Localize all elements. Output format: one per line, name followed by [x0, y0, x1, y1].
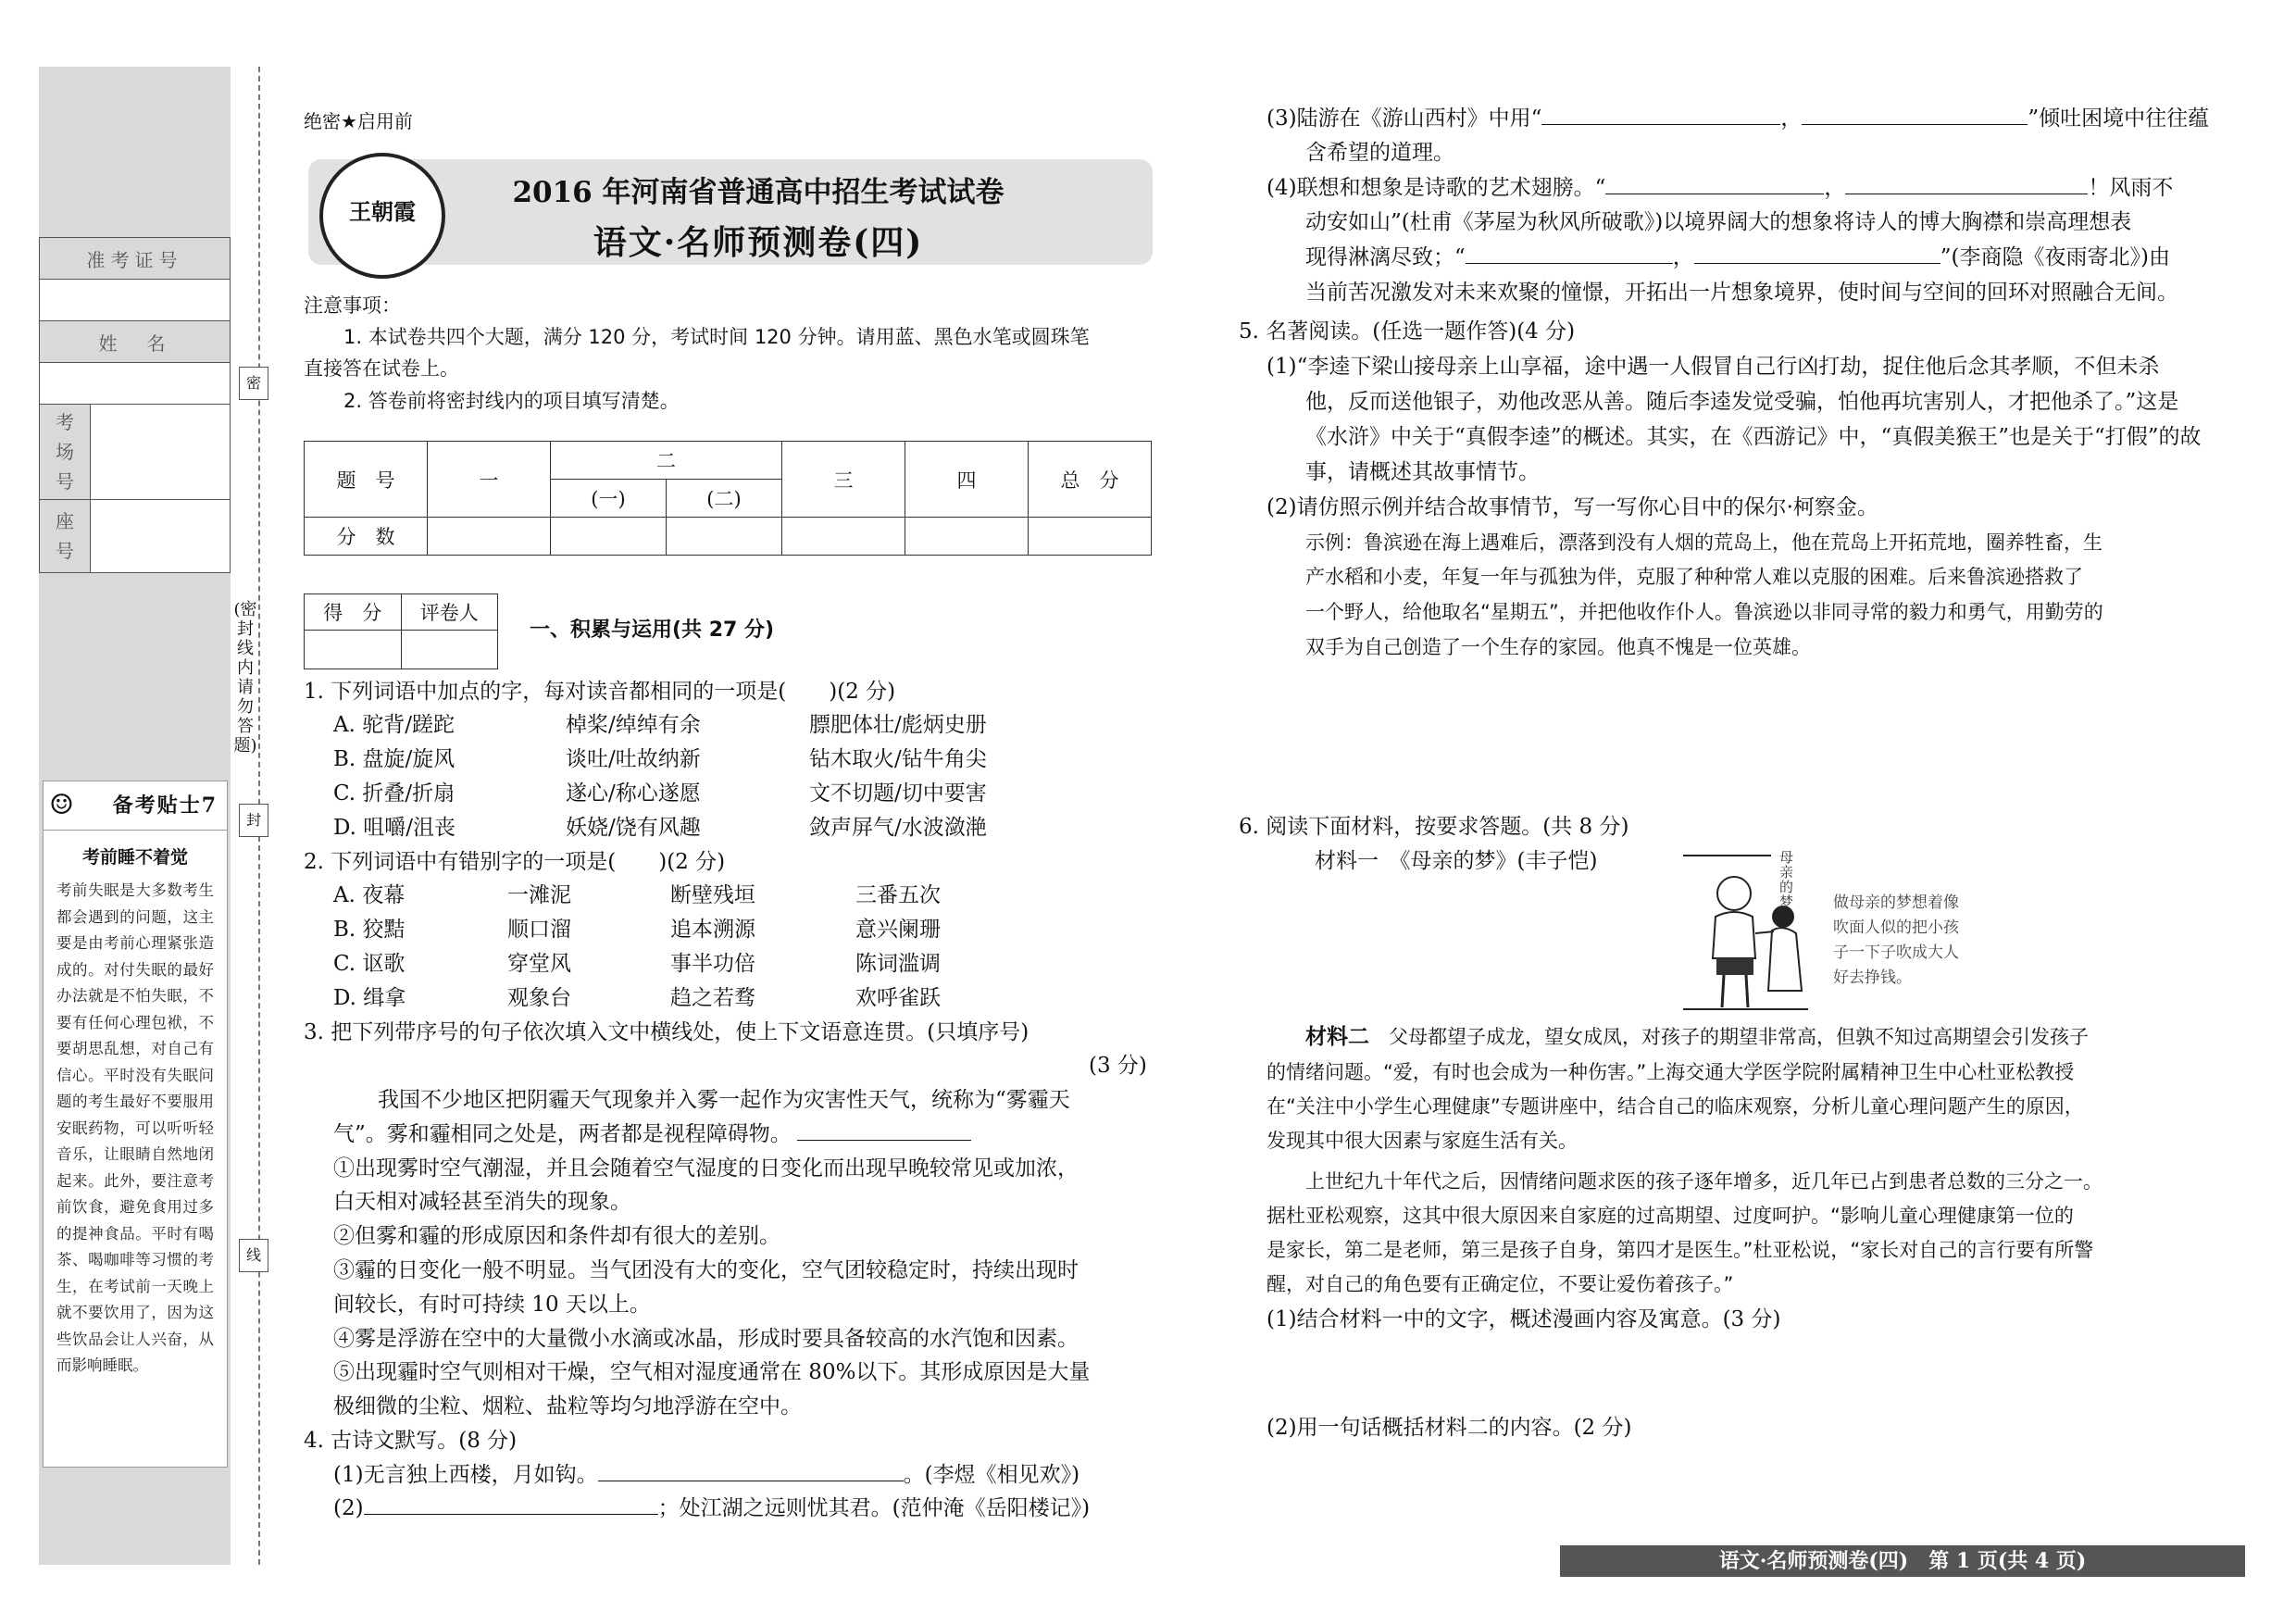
q4-blank-2[interactable] — [364, 1495, 658, 1515]
secret-label: 绝密★启用前 — [304, 110, 413, 132]
q1-opt-a1: A. 驼背/蹉跎 — [333, 713, 455, 737]
cartoon-title: 母亲的梦 — [1779, 849, 1794, 910]
q2-opt-b1: B. 狡黠 — [333, 918, 406, 942]
q3-s5b: 极细微的尘粒、烟粒、盐粒等均匀地浮游在空中。 — [333, 1394, 802, 1418]
q6-m2-line-h: 醒，对自己的角色要有正确定位，不要让爱伤着孩子。” — [1267, 1273, 1734, 1295]
cartoon-caption-4: 好去挣钱。 — [1833, 968, 1912, 987]
name-field[interactable] — [40, 363, 231, 405]
q5-stem: 5. 名著阅读。(任选一题作答)(4 分) — [1239, 319, 1576, 344]
score-header-3: 三 — [782, 442, 905, 518]
q3-answer-blank[interactable] — [797, 1121, 971, 1141]
score-cell[interactable] — [1029, 518, 1152, 556]
q3-s4: ④雾是浮游在空中的大量微小水滴或冰晶，形成时要具备较高的水汽饱和因素。 — [333, 1327, 1079, 1351]
q4-line-4e: 现得淋漓尽致；“ ， ”(李商隐《夜雨寄北》)由 — [1305, 245, 2170, 269]
q5-p1a: (1)“李逵下梁山接母亲上山享福，途中遇一人假冒自己行凶打劫，捉住他后念其孝顺，不但未杀 — [1267, 355, 2160, 379]
q4-line-3: (3)陆游在《游山西村》中用“ ， ”倾吐困境中往往蕴 — [1267, 106, 2210, 131]
q6-m2-line-b: 的情绪问题。“爱，有时也会成为一种伤害。”上海交通大学医学院附属精神卫生中心杜亚松教授 — [1267, 1061, 2075, 1083]
q1-opt-d3: 敛声屏气/水波潋滟 — [809, 816, 987, 840]
exam-id-field[interactable] — [40, 280, 231, 321]
q6-m2-line-e: 上世纪九十年代之后，因情绪问题求医的孩子逐年增多，近几年已占到患者总数的三分之一。 — [1305, 1170, 2103, 1193]
q3-s1b: 白天相对减轻甚至消失的现象。 — [333, 1190, 631, 1214]
notes-item-1b: 直接答在试卷上。 — [304, 357, 459, 380]
seat-field[interactable] — [91, 500, 231, 573]
q4-blank-3a[interactable] — [1541, 106, 1780, 125]
score-cell[interactable] — [428, 518, 551, 556]
page-footer: 语文·名师预测卷(四) 第 1 页(共 4 页) — [1560, 1545, 2245, 1577]
q2-opt-b3: 追本溯源 — [670, 918, 755, 942]
score-cell[interactable] — [667, 518, 782, 556]
q6-m2-line-c: 在“关注中小学生心理健康”专题讲座中，结合自己的临床观察，分析儿童心理问题产生的原因， — [1267, 1095, 2084, 1118]
notes-item-2: 2. 答卷前将密封线内的项目填写清楚。 — [343, 390, 680, 412]
q1-opt-d1: D. 咀嚼/沮丧 — [333, 816, 455, 840]
cartoon-caption-2: 吹面人似的把小孩 — [1833, 918, 1959, 937]
q4-line-2: (2) ；处江湖之远则忧其君。(范仲淹《岳阳楼记》) — [333, 1496, 1091, 1520]
score-header-4: 四 — [905, 442, 1029, 518]
q3-stem: 3. 把下列带序号的句子依次填入文中横线处，使上下文语意连贯。(只填序号) — [304, 1020, 1029, 1044]
q4-line-3d: 含希望的道理。 — [1305, 141, 1454, 165]
score-cell[interactable] — [782, 518, 905, 556]
section-1-heading: 一、积累与运用(共 27 分) — [530, 619, 775, 642]
q2-opt-c2: 穿堂风 — [507, 952, 571, 976]
q4-line-4h: 当前苦况激发对未来欢聚的憧憬，开拓出一片想象境界，使时间与空间的回环对照融合无间。 — [1305, 281, 2178, 305]
q1-opt-c1: C. 折叠/折扇 — [333, 781, 455, 806]
q1-stem: 1. 下列词语中加点的字，每对读音都相同的一项是( )(2 分) — [304, 680, 896, 704]
score-header-2: 二 — [551, 442, 782, 480]
q4-blank-4c[interactable] — [1466, 244, 1673, 264]
q3-points: (3 分) — [1089, 1054, 1147, 1078]
tip-title: 考前睡不着觉 — [81, 847, 188, 868]
publisher-logo: 王朝霞 — [319, 153, 445, 279]
q1-opt-b1: B. 盘旋/旋风 — [333, 747, 455, 771]
q6-sub-1: (1)结合材料一中的文字，概述漫画内容及寓意。(3 分) — [1267, 1307, 1781, 1331]
q5-p1c: 《水浒》中关于“真假李逵”的概述。其实，在《西游记》中，“真假美猴王”也是关于“打假”的故 — [1305, 425, 2202, 449]
seat-label: 座号 — [40, 500, 91, 573]
score-header-total: 总 分 — [1029, 442, 1152, 518]
q2-opt-b2: 顺口溜 — [507, 918, 571, 942]
score-header-2a: (一) — [551, 480, 667, 518]
q2-stem: 2. 下列词语中有错别字的一项是( )(2 分) — [304, 850, 726, 874]
q3-s3b: 间较长，有时可持续 10 天以上。 — [333, 1293, 651, 1317]
q3-s2: ②但雾和霾的形成原因和条件却有很大的差别。 — [333, 1224, 780, 1248]
grader-person-cell[interactable] — [401, 631, 498, 669]
q2-opt-a3: 断壁残垣 — [670, 883, 755, 907]
q2-opt-a1: A. 夜幕 — [333, 883, 406, 907]
q4-blank-1[interactable] — [598, 1462, 904, 1481]
score-cell[interactable] — [551, 518, 667, 556]
q6-m2-line-f: 据杜亚松观察，这其中很大原因来自家庭的过高期望、过度呵护。“影响儿童心理健康第一位的 — [1267, 1205, 2074, 1227]
q2-opt-a4: 三番五次 — [855, 883, 941, 907]
score-header-num: 题 号 — [305, 442, 428, 518]
q5-p1b: 他，反而送他银子，劝他改恶从善。随后李逵发觉受骗，怕他再坑害别人，才把他杀了。”这是 — [1305, 390, 2179, 414]
q6-material-1: 材料一 《母亲的梦》(丰子恺) — [1315, 849, 1598, 873]
seal-note: (密封线内请勿答题) — [233, 600, 257, 756]
seal-mark-mi: 密 — [239, 367, 268, 400]
q6-answer-area-2[interactable] — [1267, 1446, 2248, 1530]
q2-opt-d3: 趋之若骛 — [670, 986, 755, 1010]
q5-example-1: 示例：鲁滨逊在海上遇难后，漂落到没有人烟的荒岛上，他在荒岛上开拓荒地，圈养牲畜，生 — [1305, 531, 2103, 554]
q4-line-4: (4)联想和想象是诗歌的艺术翅膀。“ ， ！风雨不 — [1267, 176, 2174, 200]
q6-stem: 6. 阅读下面材料，按要求答题。(共 8 分) — [1239, 815, 1629, 839]
q4-line-4d: 动安如山”(杜甫《茅屋为秋风所破歌》)以境界阔大的想象将诗人的博大胸襟和崇高理想表 — [1305, 210, 2132, 234]
q1-opt-d2: 妖娆/饶有风趣 — [566, 816, 701, 840]
q5-p2: (2)请仿照示例并结合故事情节，写一写你心目中的保尔·柯察金。 — [1267, 495, 1878, 519]
grader-table — [304, 594, 498, 669]
q3-s1a: ①出现雾时空气潮湿，并且会随着空气湿度的日变化而出现早晚较常见或加浓， — [333, 1156, 1079, 1181]
notes-item-1a: 1. 本试卷共四个大题，满分 120 分，考试时间 120 分钟。请用蓝、黑色水笔或圆珠笔 — [343, 326, 1090, 348]
q6-m2-line-a: 材料二 父母都望子成龙，望女成凤，对孩子的期望非常高，但孰不知过高期望会引发孩子 — [1305, 1024, 2089, 1049]
q2-opt-c3: 事半功倍 — [670, 952, 755, 976]
q1-opt-c3: 文不切题/切中要害 — [809, 781, 987, 806]
cartoon-caption-1: 做母亲的梦想着像 — [1833, 893, 1959, 912]
q1-opt-a3: 膘肥体壮/彪炳史册 — [809, 713, 987, 737]
q3-para-2: 气”。雾和霾相同之处是，两者都是视程障碍物。 — [333, 1121, 971, 1147]
q4-blank-4b[interactable] — [1845, 175, 2088, 194]
q4-blank-4d[interactable] — [1694, 244, 1940, 264]
q4-blank-3b[interactable] — [1802, 106, 2028, 125]
room-field[interactable] — [91, 405, 231, 500]
q1-opt-b2: 谈吐/吐故纳新 — [566, 747, 701, 771]
grader-score-cell[interactable] — [305, 631, 402, 669]
q3-para-1: 我国不少地区把阴霾天气现象并入雾一起作为灾害性天气，统称为“雾霾天 — [378, 1088, 1070, 1112]
score-header-1: 一 — [428, 442, 551, 518]
exam-tip-box — [43, 781, 228, 1468]
score-row-label: 分 数 — [305, 518, 428, 556]
seal-mark-xian: 线 — [239, 1239, 268, 1272]
score-cell[interactable] — [905, 518, 1029, 556]
name-label: 姓 名 — [40, 321, 231, 363]
q2-opt-c1: C. 讴歌 — [333, 952, 406, 976]
q2-opt-a2: 一滩泥 — [507, 883, 571, 907]
q1-opt-a2: 棹桨/绰绰有余 — [566, 713, 701, 737]
seal-mark-feng: 封 — [239, 804, 268, 837]
q1-opt-c2: 遂心/称心遂愿 — [566, 781, 701, 806]
grader-person-label: 评卷人 — [401, 594, 498, 631]
q4-blank-4a[interactable] — [1605, 175, 1824, 194]
q6-answer-area-1[interactable] — [1267, 1338, 2248, 1412]
q4-stem: 4. 古诗文默写。(8 分) — [304, 1429, 518, 1453]
q2-opt-d2: 观象台 — [507, 986, 571, 1010]
grader-score-label: 得 分 — [305, 594, 402, 631]
q6-m2-line-g: 是家长，第二是老师，第三是孩子自身，第四才是医生。”杜亚松说，“家长对自己的言行要有所警 — [1267, 1239, 2094, 1261]
exam-title: 2016 年河南省普通高中招生考试试卷 — [512, 176, 1004, 209]
q2-opt-d1: D. 缉拿 — [333, 986, 406, 1010]
q1-opt-b3: 钻木取火/钻牛角尖 — [809, 747, 987, 771]
q5-p1d: 事，请概述其故事情节。 — [1305, 460, 1540, 484]
exam-id-label: 准考证号 — [40, 238, 231, 280]
q2-opt-b4: 意兴阑珊 — [855, 918, 941, 942]
q5-example-3: 一个野人，给他取名“星期五”，并把他收作仆人。鲁滨逊以非同寻常的毅力和勇气，用勤劳的 — [1305, 601, 2103, 623]
q3-s3a: ③霾的日变化一般不明显。当气团没有大的变化，空气团较稳定时，持续出现时 — [333, 1258, 1079, 1282]
tip-badge: ☺ 备考贴士7 — [44, 781, 227, 831]
room-label: 考场号 — [40, 405, 91, 500]
q6-m2-line-d: 发现其中很大因素与家庭生活有关。 — [1267, 1130, 1578, 1152]
candidate-info-table — [39, 237, 231, 573]
scholar-icon: ☺ — [49, 789, 76, 821]
score-table — [304, 441, 1152, 556]
tip-body: 考前失眠是大多数考生都会遇到的问题，这主要是由考前心理紧张造成的。对付失眠的最好办法就是不怕失眠，不要有任何心理包袱，不要胡思乱想，对自己有信心。平时没有失眠问题的考生最好不要服用安眠药物，可以听听轻音乐，让眼睛自然地闭起来。此外，要注意考前饮食，避免食用过多的提神食品。平时有喝茶、喝咖啡等习惯的考生，在考试前一天晚上就不要饮用了，因为这些饮品会让人兴奋，从而影响睡眠。 — [56, 881, 214, 1374]
q5-example-2: 产水稻和小麦，年复一年与孤独为伴，克服了种种常人难以克服的困难。后来鲁滨逊搭救了 — [1305, 566, 2083, 588]
exam-subtitle: 语文·名师预测卷(四) — [593, 223, 924, 262]
q2-opt-c4: 陈词滥调 — [855, 952, 941, 976]
q4-line-1: (1)无言独上西楼，月如钩。 。(李煜《相见欢》) — [333, 1463, 1080, 1487]
q5-example-4: 双手为自己创造了一个生存的家园。他真不愧是一位英雄。 — [1305, 636, 1811, 658]
q6-sub-2: (2)用一句话概括材料二的内容。(2 分) — [1267, 1416, 1632, 1440]
cartoon-caption-3: 子一下子吹成大人 — [1833, 943, 1959, 962]
q2-opt-d4: 欢呼雀跃 — [855, 986, 941, 1010]
score-header-2b: (二) — [667, 480, 782, 518]
q3-s5a: ⑤出现霾时空气则相对干燥，空气相对湿度通常在 80%以下。其形成原因是大量 — [333, 1360, 1091, 1384]
notes-heading: 注意事项： — [304, 294, 401, 317]
